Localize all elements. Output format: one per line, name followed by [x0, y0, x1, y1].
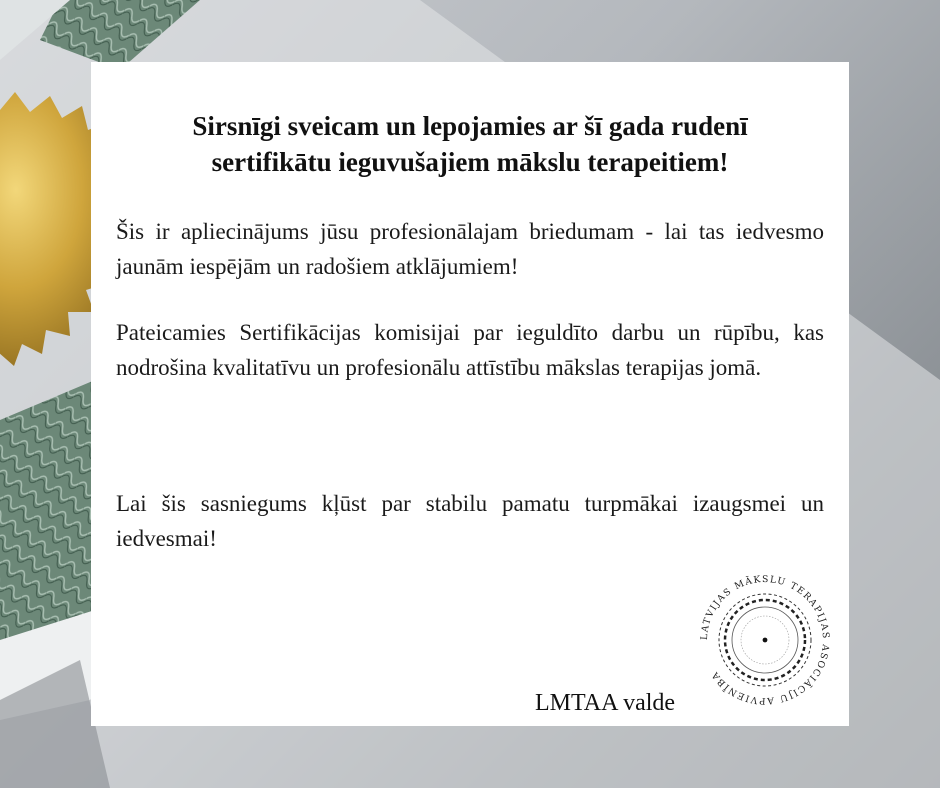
paragraph-wishes: Lai šis sasniegums kļūst par stabilu pamatu turpmākai izaugsmei un iedvesmai! — [116, 491, 824, 551]
announcement-card — [91, 62, 849, 726]
announcement-heading — [91, 108, 849, 180]
association-seal-icon — [695, 570, 835, 710]
banknote-pattern-left — [0, 380, 95, 640]
signature: LMTAA valde — [535, 690, 676, 716]
seal-text: LATVIJAS MĀKSLU TERAPIJAS ASOCIĀCIJU APVIENĪBA — [698, 573, 832, 707]
paragraph-thanks: Pateicamies Sertifikācijas komisijai par ieguldīto darbu un rūpību, kas nodrošina kvalitatīvu un profesionālu attīstību mākslas terapijas jomā. — [116, 320, 824, 380]
heading-line-1: Sirsnīgi sveicam un lepojamies ar šī gada rudenī — [192, 111, 748, 141]
paragraph-recognition: Šis ir apliecinājums jūsu profesionālajam briedumam - lai tas iedvesmo jaunām iespējām un radošiem atklājumiem! — [116, 219, 824, 279]
heading-line-2: sertifikātu ieguvušajiem mākslu terapeitiem! — [211, 147, 729, 177]
